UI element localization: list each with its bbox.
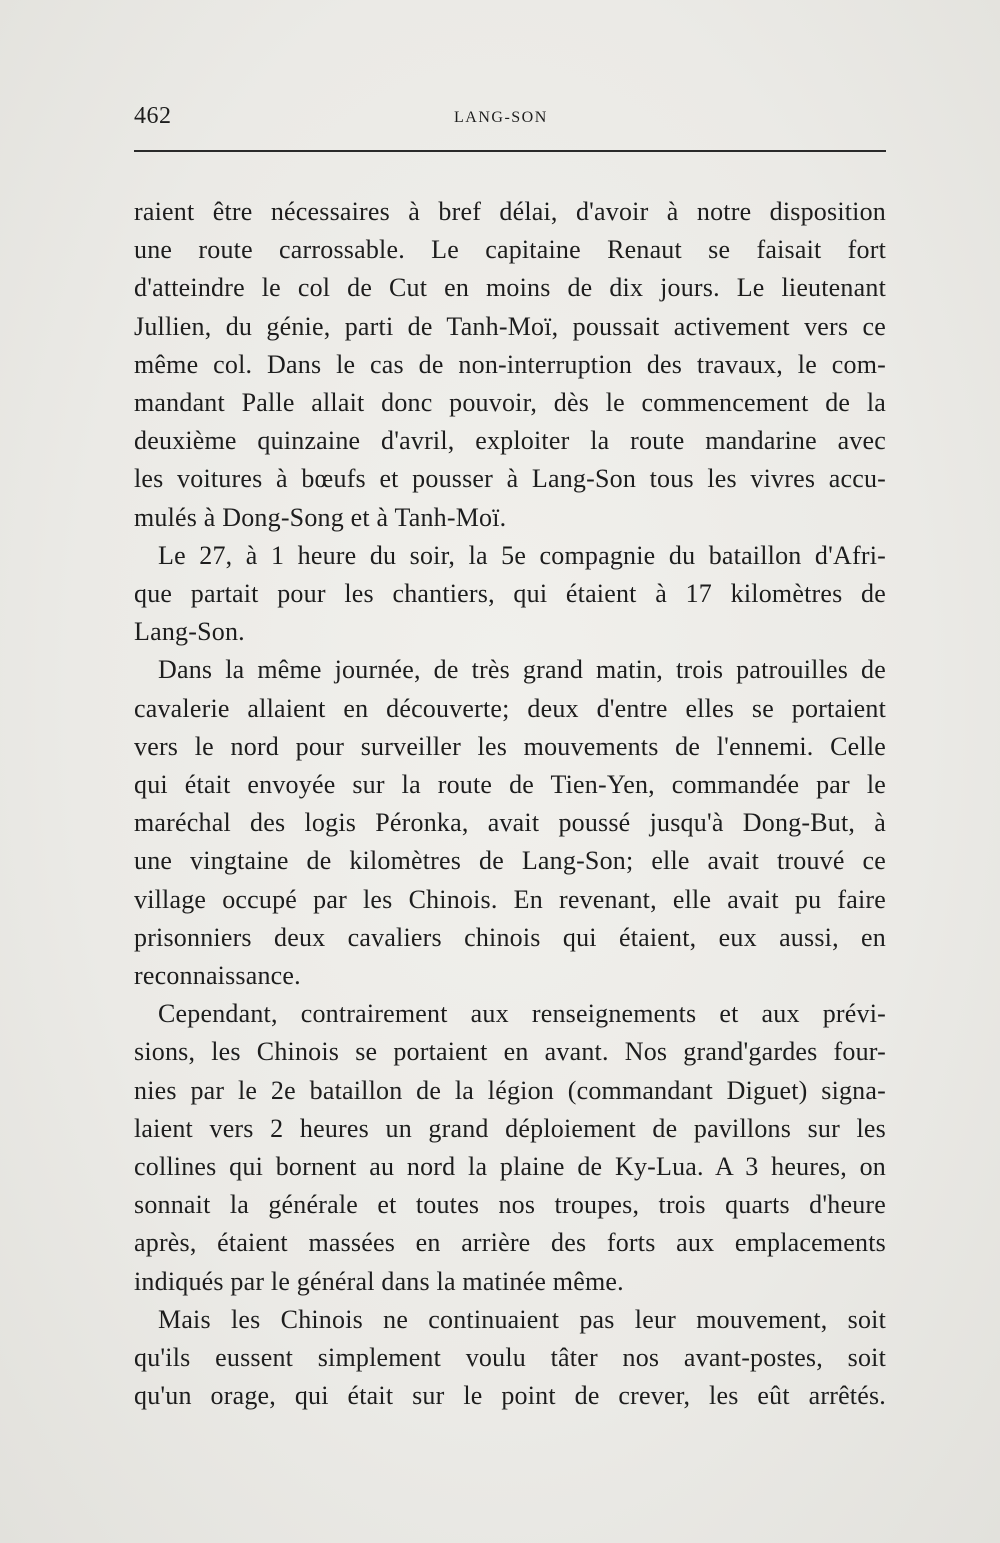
text-line: une vingtaine de kilomètres de Lang-Son; elle avait trouvé ce (134, 846, 886, 876)
text-line: cavalerie allaient en découverte; deux d'entre elles se portaient (134, 693, 886, 723)
text-line: maréchal des logis Péronka, avait poussé jusqu'à Dong-But, à (134, 808, 886, 838)
text-line: Le 27, à 1 heure du soir, la 5e compagnie du bataillon d'Afri- (158, 540, 886, 570)
page-number: 462 (134, 103, 172, 129)
text-line: qu'un orage, qui était sur le point de crever, les eût arrêtés. (134, 1381, 886, 1411)
text-line: indiqués par le général dans la matinée même. (134, 1266, 624, 1296)
text-line: laient vers 2 heures un grand déploiement de pavillons sur les (134, 1113, 886, 1143)
page-header (134, 103, 886, 133)
header-rule (134, 150, 886, 152)
text-line: Jullien, du génie, parti de Tanh-Moï, poussait activement vers ce (134, 311, 886, 341)
text-line: reconnaissance. (134, 961, 301, 991)
text-line: après, étaient massées en arrière des forts aux emplacements (134, 1228, 886, 1258)
text-line: que partait pour les chantiers, qui étaient à 17 kilomètres de (134, 579, 886, 609)
text-line: mulés à Dong-Song et à Tanh-Moï. (134, 502, 507, 532)
text-line: raient être nécessaires à bref délai, d'avoir à notre disposition (134, 197, 886, 226)
text-line: Lang-Son. (134, 617, 245, 647)
text-line: une route carrossable. Le capitaine Renaut se faisait fort (134, 235, 886, 265)
text-line: nies par le 2e bataillon de la légion (commandant Diguet) signa- (134, 1075, 886, 1105)
text-line: sions, les Chinois se portaient en avant. Nos grand'gardes four- (134, 1037, 886, 1067)
text-line: qu'ils eussent simplement voulu tâter nos avant-postes, soit (134, 1343, 886, 1373)
text-line: même col. Dans le cas de non-interruption des travaux, le com- (134, 349, 886, 379)
text-line: collines qui bornent au nord la plaine de Ky-Lua. A 3 heures, on (134, 1152, 886, 1182)
text-line: deuxième quinzaine d'avril, exploiter la route mandarine avec (134, 426, 886, 456)
text-line: les voitures à bœufs et pousser à Lang-Son tous les vivres accu- (134, 464, 886, 494)
body-text (134, 193, 886, 1416)
text-line: prisonniers deux cavaliers chinois qui étaient, eux aussi, en (134, 922, 886, 952)
text-line: village occupé par les Chinois. En revenant, elle avait pu faire (134, 884, 886, 914)
text-line: Dans la même journée, de très grand matin, trois patrouilles de (158, 655, 886, 685)
text-line: sonnait la générale et toutes nos troupes, trois quarts d'heure (134, 1190, 886, 1220)
text-line: qui était envoyée sur la route de Tien-Yen, commandée par le (134, 770, 886, 800)
text-line: Cependant, contrairement aux renseignements et aux prévi- (158, 999, 886, 1029)
text-line: d'atteindre le col de Cut en moins de dix jours. Le lieutenant (134, 273, 886, 303)
running-head: LANG-SON (454, 109, 548, 126)
text-line: mandant Palle allait donc pouvoir, dès le commencement de la (134, 388, 886, 418)
text-line: Mais les Chinois ne continuaient pas leur mouvement, soit (158, 1304, 886, 1334)
text-line: vers le nord pour surveiller les mouvements de l'ennemi. Celle (134, 731, 886, 761)
